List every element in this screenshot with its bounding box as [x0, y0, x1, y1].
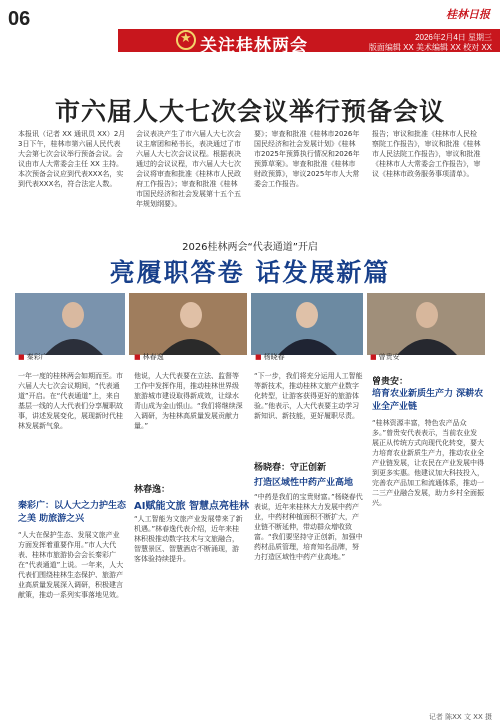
subhead-zeng: 培育农业新质生产力 深耕农业全产业链 [372, 389, 484, 412]
subhead-lin-name: 林春逸： [134, 485, 171, 495]
newspaper-logo: 桂林日报 [446, 8, 490, 21]
article1-col2: 会议表决产生了市六届人大七次会议主席团和秘书长，表决通过了市六届人大七次会议议程。根据表决通过的会议议程，市六届人大七次会议将审查和批准《桂林市人民政府工作报告》；审查和批准《桂林市国民经济和社会发展第十五个五年规划纲要》。 [136, 130, 241, 208]
byline: 记者 陈XX 文 XX 摄 [428, 713, 492, 721]
article2-col-c-text: “下一步，我们将充分运用人工智能等新技术，推动桂林文旅产业数字化转型，让游客获得更好的旅游体验。”他表示，人大代表要主动学习新知识、新技能，更好履职尽责。 [254, 372, 363, 420]
subhead-yang-name: 杨晓春：守正创新 [254, 463, 327, 473]
article1-col1: 本报讯（记者 XX 通讯员 XX）2月3日下午，桂林市第六届人民代表大会第七次会议举行预备会议。会议由市人大常委会主任 XX 主持。本次预备会议应到代表XXX名，实到代表XXX名，符合法定人数。 [18, 130, 126, 188]
article2-headline: 亮履职答卷 话发展新篇 [109, 258, 391, 287]
star-emblem-icon [176, 30, 196, 50]
article2-yang-text: “中药是我们的宝贵财富。”杨晓春代表说，近年来桂林大力发展中药产业，中药材种植面积不断扩大，产业链不断延伸，带动群众增收致富。“我们要坚持守正创新，加强中药材品质管理，培育知名品牌，努力打造区域性中药产业高地。” [254, 493, 363, 561]
page-number: 06 [8, 8, 31, 30]
photo-delegate-zeng [367, 293, 485, 355]
caption-zeng: ■ 曾贵安 [370, 352, 400, 362]
issue-date: 2026年2月4日 星期三 [415, 33, 492, 42]
article1-col4: 报告；审议和批准《桂林市人民检察院工作报告》，审议和批准《桂林市人民法院工作报告》，审议和批准《桂林市人大常委会工作报告》，审议《桂林市政务服务事项清单》。 [372, 130, 481, 178]
article2-lin-text: “人工智能为文旅产业发展带来了新机遇。”林春逸代表介绍，近年来桂林积极推动数字技术与文旅融合，智慧景区、智慧酒店不断涌现，游客体验持续提升。 [134, 515, 243, 563]
section-title: 关注桂林两会 [200, 36, 308, 56]
article1-headline: 市六届人大七次会议举行预备会议 [54, 97, 445, 126]
subhead-zeng-name: 曾贵安： [372, 377, 409, 387]
photo-delegate-yang [251, 293, 363, 355]
caption-lin: ■ 林春逸 [134, 352, 164, 362]
article1-col3: 要》；审查和批准《桂林市2026年国民经济和社会发展计划》《桂林市2025年预算执行情况和2026年预算草案》。审查和批准《桂林市财政预算》，审议2025年市人大常委会工作报告。 [254, 130, 360, 188]
subhead-yang: 打造区域性中药产业高地 [254, 478, 354, 488]
article2-kicker: 2026桂林两会“代表通道”开启 [182, 242, 318, 253]
article2-zeng-text: “桂林资源丰富，特色农产品众多。”曾贵安代表表示，当前农业发展正从传统方式向现代化转变，要大力培育农业新质生产力，推动农业全产业链发展，让农民在产业发展中得到更多实惠。他建议加大科技投入，完善农产品加工和流通体系，推动一二三产业融合发展，助力乡村全面振兴。 [372, 419, 484, 507]
subhead-lin: AI赋能文旅 智慧点亮桂林 [134, 501, 249, 512]
caption-yang: ■ 杨晓春 [255, 352, 285, 362]
article2-intro: 一年一度的桂林两会如期而至。市六届人大七次会议期间，“代表通道”开启。在“代表通道”上，来自基层一线的人大代表们分享履职故事，讲述发展变化，展现新时代桂林发展新气象。 [18, 372, 123, 430]
editor-credit: 版面编辑 XX 美术编辑 XX 校对 XX [368, 43, 492, 52]
photo-delegate-qin [15, 293, 125, 355]
photo-delegate-lin [129, 293, 247, 355]
article2-qin-text: “人大在保护生态、发展文旅产业方面发挥着重要作用。”市人大代表、桂林市旅游协会会长秦彩广在“代表通道”上说。一年来，人大代表们围绕桂林生态保护、旅游产业高质量发展深入调研，积极建言献策，推动一系列实事落地见效。 [18, 531, 124, 599]
subhead-qin: 秦彩广：以人大之力护生态之美 助旅游之兴 [18, 501, 127, 524]
article2-mid-text: 他说，人大代表要在立法、监督等工作中发挥作用，推动桂林世界级旅游城市建设取得新成效，让绿水青山成为金山银山。“我们将继续深入调研，为桂林高质量发展贡献力量。” [134, 372, 243, 430]
page-header [0, 0, 500, 62]
caption-qin: ■ 秦彩广 [18, 352, 48, 362]
